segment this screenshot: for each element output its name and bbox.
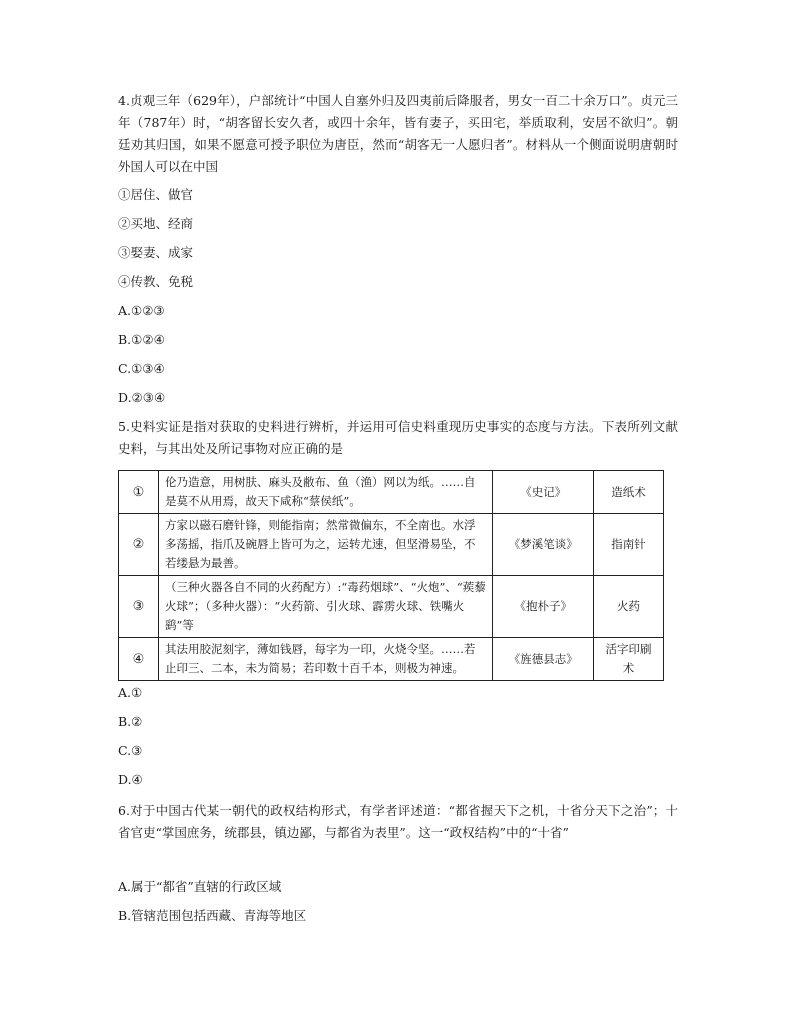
question-6-stem: 6.对于中国古代某一朝代的政权结构形式，有学者评述道：“都省握天下之机，十省分天下之治”；十省官吏“掌国庶务，统郡县，镇边鄙，与都省为表里”。这一“政权结构”中的“十省” bbox=[118, 803, 678, 840]
row-number: ② bbox=[119, 514, 159, 576]
question-4 bbox=[118, 90, 678, 405]
table-row bbox=[119, 576, 664, 638]
row-number: ④ bbox=[119, 638, 159, 681]
row-text: 方家以磁石磨针锋，则能指南；然常微偏东，不全南也。水浮多荡摇，指爪及碗唇上皆可为之，运转尤速，但坚滑易坠，不若缕悬为最善。 bbox=[158, 514, 492, 576]
question-5 bbox=[118, 416, 678, 787]
q4-item-2: ②买地、经商 bbox=[118, 216, 194, 231]
row-text: （三种火器各自不同的火药配方）:“毒药烟球”、“火炮”、“蒺藜火球”；（多种火器）：“火药箭、引火球、霹雳火球、铁嘴火鹞”等 bbox=[158, 576, 492, 638]
q4-option-c[interactable]: C.①③④ bbox=[118, 361, 165, 376]
row-source: 《旌德县志》 bbox=[493, 638, 594, 681]
q4-item-4: ④传教、免税 bbox=[118, 274, 194, 289]
row-invention: 火药 bbox=[594, 576, 664, 638]
row-text: 其法用胶泥刻字，薄如钱唇，每字为一印，火烧令坚。……若止印三、二本，未为简易；若印数十百千本，则极为神速。 bbox=[158, 638, 492, 681]
q6-option-a[interactable]: A.属于“都省”直辖的行政区域 bbox=[118, 879, 282, 894]
q6-option-b[interactable]: B.管辖范围包括西藏、青海等地区 bbox=[118, 908, 307, 923]
source-table bbox=[118, 470, 664, 681]
row-invention: 造纸术 bbox=[594, 471, 664, 514]
question-6 bbox=[118, 800, 678, 923]
table-row bbox=[119, 514, 664, 576]
row-source: 《抱朴子》 bbox=[493, 576, 594, 638]
row-number: ③ bbox=[119, 576, 159, 638]
table-row bbox=[119, 471, 664, 514]
question-4-stem: 4.贞观三年（629年），户部统计“中国人自塞外归及四夷前后降服者，男女一百二十余万口”。贞元三年（787年）时，“胡客留长安久者，或四十余年，皆有妻子，买田宅，举质取利，安居不欲归”。朝廷劝其归国，如果不愿意可授予职位为唐臣，然而“胡客无一人愿归者”。材料从一个侧面说明唐朝时外国人可以在中国 bbox=[118, 93, 678, 174]
row-invention: 指南针 bbox=[594, 514, 664, 576]
row-source: 《梦溪笔谈》 bbox=[493, 514, 594, 576]
row-number: ① bbox=[119, 471, 159, 514]
row-source: 《史记》 bbox=[493, 471, 594, 514]
q4-option-a[interactable]: A.①②③ bbox=[118, 303, 165, 318]
question-5-stem: 5.史料实证是指对获取的史料进行辨析，并运用可信史料重现历史事实的态度与方法。下表所列文献史料，与其出处及所记事物对应正确的是 bbox=[118, 419, 678, 456]
q4-option-b[interactable]: B.①②④ bbox=[118, 332, 165, 347]
row-text: 伦乃造意，用树肤、麻头及敝布、鱼（渔）网以为纸。……自是莫不从用焉，故天下咸称“蔡侯纸”。 bbox=[158, 471, 492, 514]
q4-item-3: ③娶妻、成家 bbox=[118, 245, 194, 260]
q4-item-1: ①居住、做官 bbox=[118, 187, 194, 202]
table-row bbox=[119, 638, 664, 681]
q5-option-b[interactable]: B.② bbox=[118, 714, 143, 729]
q5-option-c[interactable]: C.③ bbox=[118, 743, 143, 758]
q5-option-a[interactable]: A.① bbox=[118, 685, 143, 700]
q5-option-d[interactable]: D.④ bbox=[118, 772, 143, 787]
q4-option-d[interactable]: D.②③④ bbox=[118, 390, 166, 405]
row-invention: 活字印刷术 bbox=[594, 638, 664, 681]
